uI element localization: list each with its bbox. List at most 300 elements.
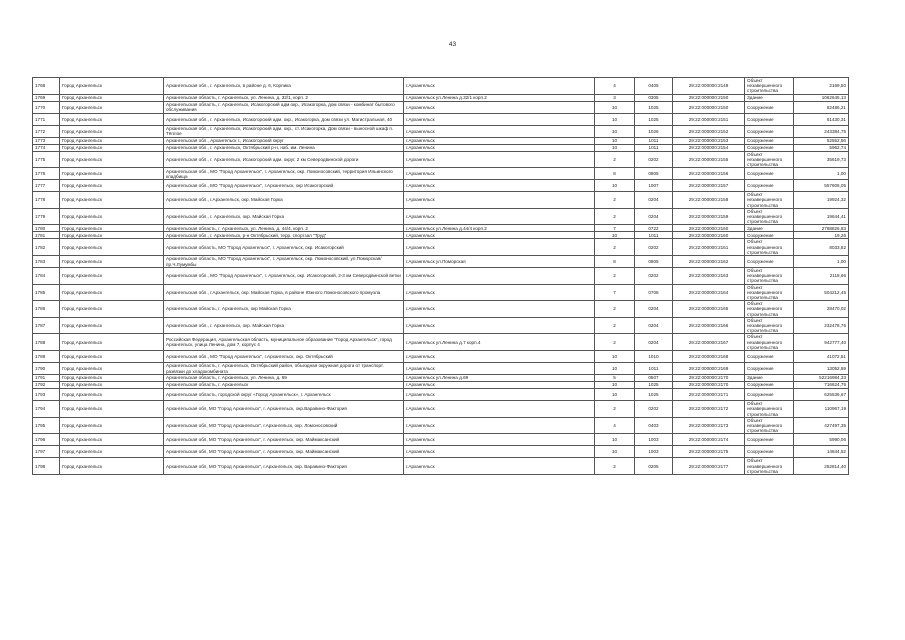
- row-number: 1796: [33, 434, 60, 446]
- municipality-cell: Город Архангельск: [60, 434, 164, 446]
- cadastral-value-cell: 52216984,33: [794, 375, 849, 382]
- object-type-cell: Объект незавершенного строительства: [745, 151, 794, 168]
- zone-code-cell: 1007: [635, 180, 673, 192]
- zone-code-cell: 0405: [635, 78, 673, 95]
- locality-cell: г.Архангельск ул.Ленина д.69: [404, 375, 595, 382]
- address-cell: Архангельская обл., г. Архангельск, Октябрьский р-н, наб. им. Ленина: [164, 144, 404, 151]
- municipality-cell: Город Архангельск: [60, 417, 164, 434]
- table-row: [33, 192, 849, 209]
- quarter-cell: 10: [595, 113, 635, 125]
- municipality-cell: Город Архангельск: [60, 94, 164, 101]
- locality-cell: г.Архангельск: [404, 168, 595, 180]
- cadastral-number-cell: 29:22:000000:2150: [673, 94, 745, 101]
- locality-cell: г.Архангельск: [404, 151, 595, 168]
- locality-cell: г.Архангельск ул.Ленина д.7 корп.4: [404, 334, 595, 351]
- table-row: [33, 78, 849, 95]
- table-row: [33, 375, 849, 382]
- zone-code-cell: 0202: [635, 239, 673, 256]
- municipality-cell: Город Архангельск: [60, 458, 164, 475]
- cadastral-value-cell: 5990,06: [794, 434, 849, 446]
- table-row: [33, 239, 849, 256]
- locality-cell: г.Архангельск ул.Поморская: [404, 256, 595, 268]
- quarter-cell: 2: [595, 301, 635, 318]
- quarter-cell: 2: [595, 151, 635, 168]
- zone-code-cell: 1011: [635, 144, 673, 151]
- table-row: [33, 113, 849, 125]
- locality-cell: г.Архангельск: [404, 317, 595, 334]
- quarter-cell: 4: [595, 417, 635, 434]
- object-type-cell: Сооружение: [745, 113, 794, 125]
- municipality-cell: Город Архангельск: [60, 168, 164, 180]
- municipality-cell: Город Архангельск: [60, 78, 164, 95]
- zone-code-cell: 0204: [635, 192, 673, 209]
- row-number: 1771: [33, 113, 60, 125]
- cadastral-number-cell: 29:22:000000:2163: [673, 268, 745, 285]
- cadastral-number-cell: 29:22:000000:2162: [673, 256, 745, 268]
- zone-code-cell: 0805: [635, 168, 673, 180]
- quarter-cell: 4: [595, 78, 635, 95]
- zone-code-cell: 1025: [635, 113, 673, 125]
- table-row: [33, 232, 849, 239]
- address-cell: Архангельская обл, МО "Город Архангельск", г. Архангельск, окр. Маймаксанский: [164, 434, 404, 446]
- zone-code-cell: 1003: [635, 446, 673, 458]
- address-cell: Архангельская область, г. Архангельск, окр Майская Горка: [164, 301, 404, 318]
- cadastral-number-cell: 29:22:000000:2167: [673, 334, 745, 351]
- quarter-cell: 10: [595, 363, 635, 375]
- object-type-cell: Объект незавершенного строительства: [745, 78, 794, 95]
- municipality-cell: Город Архангельск: [60, 363, 164, 375]
- table-row: [33, 458, 849, 475]
- row-number: 1770: [33, 101, 60, 113]
- quarter-cell: 8: [595, 256, 635, 268]
- address-cell: Архангельская обл., г. Архангельск, в районе д. 6, Корпика: [164, 78, 404, 95]
- object-type-cell: Объект незавершенного строительства: [745, 284, 794, 301]
- cadastral-number-cell: 29:22:000000:2168: [673, 351, 745, 363]
- table-row: [33, 268, 849, 285]
- cadastral-value-cell: 504212,45: [794, 284, 849, 301]
- cadastral-number-cell: 29:22:000000:2165: [673, 301, 745, 318]
- table-row: [33, 363, 849, 375]
- cadastral-value-cell: 61430,31: [794, 113, 849, 125]
- table-row: [33, 301, 849, 318]
- quarter-cell: 2: [595, 334, 635, 351]
- cadastral-number-cell: 29:22:000000:2173: [673, 417, 745, 434]
- address-cell: Архангельская обл., г.Архангельск, окр. Майская Горка: [164, 192, 404, 209]
- zone-code-cell: 1026: [635, 125, 673, 137]
- cadastral-value-cell: 35619,73: [794, 151, 849, 168]
- cadastral-value-cell: 19,26: [794, 232, 849, 239]
- table-row: [33, 317, 849, 334]
- cadastral-value-cell: 427497,35: [794, 417, 849, 434]
- row-number: 1769: [33, 94, 60, 101]
- address-cell: Архангельская обл, МО "Город Архангельск", г. Архангельск, окр.Варавино-Фактория: [164, 401, 404, 418]
- cadastral-value-cell: 2118,66: [794, 268, 849, 285]
- object-type-cell: Сооружение: [745, 434, 794, 446]
- row-number: 1773: [33, 137, 60, 144]
- municipality-cell: Город Архангельск: [60, 225, 164, 232]
- zone-code-cell: 1003: [635, 434, 673, 446]
- cadastral-number-cell: 29:22:000000:2149: [673, 78, 745, 95]
- row-number: 1789: [33, 351, 60, 363]
- locality-cell: г.Архангельск: [404, 434, 595, 446]
- quarter-cell: 2: [595, 208, 635, 225]
- object-type-cell: Сооружение: [745, 256, 794, 268]
- cadastral-number-cell: 29:22:000000:2169: [673, 363, 745, 375]
- zone-code-cell: 0708: [635, 284, 673, 301]
- quarter-cell: 2: [595, 401, 635, 418]
- object-type-cell: Сооружение: [745, 389, 794, 401]
- object-type-cell: Объект незавершенного строительства: [745, 192, 794, 209]
- object-type-cell: Сооружение: [745, 382, 794, 389]
- cadastral-number-cell: 29:22:000000:2158: [673, 192, 745, 209]
- locality-cell: г.Архангельск: [404, 389, 595, 401]
- municipality-cell: Город Архангельск: [60, 137, 164, 144]
- zone-code-cell: 0305: [635, 94, 673, 101]
- quarter-cell: 10: [595, 382, 635, 389]
- cadastral-value-cell: 942777,40: [794, 334, 849, 351]
- object-type-cell: Объект незавершенного строительства: [745, 458, 794, 475]
- zone-code-cell: 0205: [635, 458, 673, 475]
- cadastral-number-cell: 29:22:000000:2166: [673, 317, 745, 334]
- object-type-cell: Здание: [745, 375, 794, 382]
- locality-cell: г.Архангельск: [404, 446, 595, 458]
- address-cell: Архангельская область, г. Архангельск: [164, 382, 404, 389]
- cadastral-value-cell: 13052,59: [794, 363, 849, 375]
- municipality-cell: Город Архангельск: [60, 375, 164, 382]
- cadastral-value-cell: 110967,19: [794, 401, 849, 418]
- cadastral-value-cell: 243384,75: [794, 125, 849, 137]
- cadastral-number-cell: 29:22:000000:2156: [673, 168, 745, 180]
- table-row: [33, 101, 849, 113]
- address-cell: Архангельская обл, МО "Город Архангельск", г. Архангельск, окр. Маймаксанский: [164, 446, 404, 458]
- row-number: 1788: [33, 334, 60, 351]
- row-number: 1794: [33, 401, 60, 418]
- cadastral-number-cell: 29:22:000000:2154: [673, 144, 745, 151]
- locality-cell: г.Архангельск: [404, 232, 595, 239]
- row-number: 1792: [33, 382, 60, 389]
- cadastral-number-cell: 29:22:000000:2174: [673, 434, 745, 446]
- row-number: 1779: [33, 208, 60, 225]
- cadastral-value-cell: 19924,32: [794, 192, 849, 209]
- cadastral-value-cell: 14844,52: [794, 446, 849, 458]
- zone-code-cell: 0204: [635, 317, 673, 334]
- municipality-cell: Город Архангельск: [60, 351, 164, 363]
- zone-code-cell: 1011: [635, 363, 673, 375]
- address-cell: Архангельская обл., МО "Город Архангельск", г.Архангельск, окр Исакогорский: [164, 180, 404, 192]
- row-number: 1786: [33, 301, 60, 318]
- cadastral-value-cell: 1062645,13: [794, 94, 849, 101]
- row-number: 1797: [33, 446, 60, 458]
- quarter-cell: 2: [595, 268, 635, 285]
- quarter-cell: 2: [595, 192, 635, 209]
- quarter-cell: 2: [595, 239, 635, 256]
- municipality-cell: Город Архангельск: [60, 401, 164, 418]
- locality-cell: г.Архангельск: [404, 144, 595, 151]
- zone-code-cell: 0722: [635, 225, 673, 232]
- cadastral-number-cell: 29:22:000000:2170: [673, 375, 745, 382]
- object-type-cell: Объект незавершенного строительства: [745, 317, 794, 334]
- zone-code-cell: 1025: [635, 382, 673, 389]
- zone-code-cell: 0204: [635, 334, 673, 351]
- quarter-cell: 10: [595, 180, 635, 192]
- municipality-cell: Город Архангельск: [60, 151, 164, 168]
- table-row: [33, 144, 849, 151]
- address-cell: Архангельская обл., г. Архангельск, Исакогорский адм. окр., Исакогорка, дом связи ул. Магистральная, 40: [164, 113, 404, 125]
- cadastral-number-cell: 29:22:000000:2170: [673, 382, 745, 389]
- cadastral-value-cell: 8033,62: [794, 239, 849, 256]
- cadastral-number-cell: 29:22:000000:2164: [673, 284, 745, 301]
- row-number: 1790: [33, 363, 60, 375]
- cadastral-number-cell: 29:22:000000:2150: [673, 101, 745, 113]
- cadastral-value-cell: 82486,21: [794, 101, 849, 113]
- row-number: 1775: [33, 151, 60, 168]
- zone-code-cell: 1010: [635, 351, 673, 363]
- municipality-cell: Город Архангельск: [60, 256, 164, 268]
- zone-code-cell: 0403: [635, 417, 673, 434]
- cadastral-number-cell: 29:22:000000:2160: [673, 232, 745, 239]
- quarter-cell: 10: [595, 144, 635, 151]
- locality-cell: г.Архангельск: [404, 301, 595, 318]
- cadastral-number-cell: 29:22:000000:2155: [673, 151, 745, 168]
- row-number: 1777: [33, 180, 60, 192]
- row-number: 1780: [33, 225, 60, 232]
- zone-code-cell: 0202: [635, 268, 673, 285]
- row-number: 1795: [33, 417, 60, 434]
- object-type-cell: Здание: [745, 225, 794, 232]
- object-type-cell: Объект незавершенного строительства: [745, 301, 794, 318]
- object-type-cell: Сооружение: [745, 168, 794, 180]
- table-row: [33, 137, 849, 144]
- quarter-cell: 7: [595, 284, 635, 301]
- object-type-cell: Объект незавершенного строительства: [745, 417, 794, 434]
- cadastral-number-cell: 29:22:000000:2157: [673, 180, 745, 192]
- municipality-cell: Город Архангельск: [60, 113, 164, 125]
- locality-cell: г.Архангельск: [404, 382, 595, 389]
- quarter-cell: 10: [595, 125, 635, 137]
- row-number: 1784: [33, 268, 60, 285]
- locality-cell: г.Архангельск: [404, 401, 595, 418]
- object-type-cell: Объект незавершенного строительства: [745, 334, 794, 351]
- table-row: [33, 168, 849, 180]
- municipality-cell: Город Архангельск: [60, 284, 164, 301]
- zone-code-cell: 0805: [635, 256, 673, 268]
- address-cell: Архангельская область, г. Архангельск, Исакогорский адм.окр., Исакогорка, дом связи - комбинат бытового обслуживания: [164, 101, 404, 113]
- row-number: 1776: [33, 168, 60, 180]
- row-number: 1782: [33, 239, 60, 256]
- row-number: 1783: [33, 256, 60, 268]
- row-number: 1793: [33, 389, 60, 401]
- locality-cell: г.Архангельск: [404, 137, 595, 144]
- locality-cell: г.Архангельск: [404, 239, 595, 256]
- cadastral-number-cell: 29:22:000000:2153: [673, 137, 745, 144]
- municipality-cell: Город Архангельск: [60, 144, 164, 151]
- zone-code-cell: 0202: [635, 401, 673, 418]
- quarter-cell: 3: [595, 94, 635, 101]
- locality-cell: г.Архангельск: [404, 458, 595, 475]
- cadastral-number-cell: 29:22:000000:2160: [673, 225, 745, 232]
- locality-cell: г.Архангельск: [404, 113, 595, 125]
- object-type-cell: Объект незавершенного строительства: [745, 239, 794, 256]
- address-cell: Архангельская обл., г. Архангельск, р-н Октябрьский, терр. спортзал "Труд": [164, 232, 404, 239]
- quarter-cell: 10: [595, 232, 635, 239]
- address-cell: Архангельская область, г. Архангельск, ул. Ленина, д. 69: [164, 375, 404, 382]
- quarter-cell: 2: [595, 458, 635, 475]
- table-row: [33, 334, 849, 351]
- zone-code-cell: 0204: [635, 208, 673, 225]
- address-cell: Архангельская обл., Архангельск г., Исакогорский округ: [164, 137, 404, 144]
- cadastral-value-cell: 252814,40: [794, 458, 849, 475]
- table-row: [33, 94, 849, 101]
- address-cell: Архангельская обл., МО "Город Архангельск", г. Архангельск, окр. Ломоносовский, территория Ильинского кладбища: [164, 168, 404, 180]
- row-number: 1772: [33, 125, 60, 137]
- cadastral-number-cell: 29:22:000000:2161: [673, 239, 745, 256]
- table-row: [33, 351, 849, 363]
- row-number: 1785: [33, 284, 60, 301]
- object-type-cell: Сооружение: [745, 363, 794, 375]
- address-cell: Архангельская обл., г. Архангельск, окр. Майская Горка: [164, 208, 404, 225]
- cadastral-value-cell: 2788826,83: [794, 225, 849, 232]
- quarter-cell: 10: [595, 446, 635, 458]
- cadastral-value-cell: 19644,41: [794, 208, 849, 225]
- object-type-cell: Объект незавершенного строительства: [745, 401, 794, 418]
- object-type-cell: Сооружение: [745, 125, 794, 137]
- cadastral-number-cell: 29:22:000000:2152: [673, 125, 745, 137]
- row-number: 1781: [33, 232, 60, 239]
- object-type-cell: Объект незавершенного строительства: [745, 208, 794, 225]
- object-type-cell: Объект незавершенного строительства: [745, 268, 794, 285]
- table-row: [33, 389, 849, 401]
- object-type-cell: Сооружение: [745, 232, 794, 239]
- zone-code-cell: 0202: [635, 151, 673, 168]
- registry-table-body: [33, 78, 849, 475]
- table-row: [33, 208, 849, 225]
- locality-cell: г.Архангельск ул.Ленина д.32/1 корп.2: [404, 94, 595, 101]
- municipality-cell: Город Архангельск: [60, 334, 164, 351]
- object-type-cell: Сооружение: [745, 137, 794, 144]
- quarter-cell: 10: [595, 351, 635, 363]
- page-number: 43: [448, 41, 457, 48]
- address-cell: Архангельская область, г. Архангельск, ул. Ленина, д. 32/1, корп. 2: [164, 94, 404, 101]
- table-row: [33, 382, 849, 389]
- object-type-cell: Сооружение: [745, 351, 794, 363]
- table-row: [33, 125, 849, 137]
- table-row: [33, 434, 849, 446]
- quarter-cell: 8: [595, 168, 635, 180]
- locality-cell: г.Архангельск: [404, 180, 595, 192]
- locality-cell: г.Архангельск: [404, 284, 595, 301]
- table-row: [33, 401, 849, 418]
- locality-cell: г.Архангельск: [404, 78, 595, 95]
- table-row: [33, 151, 849, 168]
- locality-cell: г.Архангельск ул.Ленина д.44/4 корп.2: [404, 225, 595, 232]
- cadastral-number-cell: 29:22:000000:2151: [673, 113, 745, 125]
- object-type-cell: Сооружение: [745, 180, 794, 192]
- zone-code-cell: 1011: [635, 137, 673, 144]
- object-type-cell: Сооружение: [745, 101, 794, 113]
- locality-cell: г.Архангельск: [404, 208, 595, 225]
- address-cell: Архангельская область, г. Архангельск, ул. Ленина, д. 44/4, корп. 2: [164, 225, 404, 232]
- row-number: 1768: [33, 78, 60, 95]
- row-number: 1787: [33, 317, 60, 334]
- cadastral-value-cell: 5962,74: [794, 144, 849, 151]
- cadastral-number-cell: 29:22:000000:2177: [673, 458, 745, 475]
- address-cell: Архангельская обл., г. Архангельск, Исакогорский адм. окр., ст. Исакогорка, Дом связи - выносной шкаф п. Тёплое: [164, 125, 404, 137]
- table-row: [33, 256, 849, 268]
- municipality-cell: Город Архангельск: [60, 389, 164, 401]
- cadastral-value-cell: 2169,50: [794, 78, 849, 95]
- address-cell: Архангельская область, г. Архангельск, Октябрьский район, объездная окружная дорога от транспорт. развязки до хладокомбината: [164, 363, 404, 375]
- municipality-cell: Город Архангельск: [60, 268, 164, 285]
- locality-cell: г.Архангельск: [404, 101, 595, 113]
- address-cell: Архангельская обл., г.Архангельск, окр. Майская Горка, в районе Южного Ломоносовского промузла: [164, 284, 404, 301]
- municipality-cell: Город Архангельск: [60, 382, 164, 389]
- cadastral-value-cell: 52552,56: [794, 137, 849, 144]
- zone-code-cell: 1025: [635, 389, 673, 401]
- cadastral-value-cell: 625536,67: [794, 389, 849, 401]
- object-type-cell: Здание: [745, 94, 794, 101]
- municipality-cell: Город Архангельск: [60, 317, 164, 334]
- table-row: [33, 225, 849, 232]
- municipality-cell: Город Архангельск: [60, 208, 164, 225]
- address-cell: Архангельская обл., г. Архангельск, Исакогорский адм. округ, 2 км Северодвинской дороги: [164, 151, 404, 168]
- table-row: [33, 446, 849, 458]
- address-cell: Архангельская обл., МО "Город Архангельск", г.Архангельск, окр. Октябрьский: [164, 351, 404, 363]
- municipality-cell: Город Архангельск: [60, 192, 164, 209]
- cadastral-value-cell: 1,00: [794, 168, 849, 180]
- cadastral-value-cell: 716624,75: [794, 382, 849, 389]
- address-cell: Архангельская область, городской округ «Город Архангельск», г. Архангельск: [164, 389, 404, 401]
- zone-code-cell: 1011: [635, 232, 673, 239]
- cadastral-value-cell: 232478,76: [794, 317, 849, 334]
- quarter-cell: 7: [595, 225, 635, 232]
- cadastral-number-cell: 29:22:000000:2171: [673, 389, 745, 401]
- municipality-cell: Город Архангельск: [60, 101, 164, 113]
- municipality-cell: Город Архангельск: [60, 446, 164, 458]
- table-row: [33, 284, 849, 301]
- locality-cell: г.Архангельск: [404, 125, 595, 137]
- cadastral-value-cell: 1,00: [794, 256, 849, 268]
- quarter-cell: 10: [595, 101, 635, 113]
- municipality-cell: Город Архангельск: [60, 232, 164, 239]
- locality-cell: г.Архангельск: [404, 351, 595, 363]
- municipality-cell: Город Архангельск: [60, 125, 164, 137]
- address-cell: Архангельская область, МО "Город Архангельск", г. Архангельск, окр. Ломоносовский, ул.Поморская/пр.Ч.Лумумбы: [164, 256, 404, 268]
- locality-cell: г.Архангельск: [404, 363, 595, 375]
- quarter-cell: 10: [595, 389, 635, 401]
- object-type-cell: Сооружение: [745, 446, 794, 458]
- address-cell: Архангельская обл, МО "Город Архангельск", г.Архангельск, окр. Варавино-Фактория: [164, 458, 404, 475]
- municipality-cell: Город Архангельск: [60, 239, 164, 256]
- zone-code-cell: 1025: [635, 101, 673, 113]
- registry-table: [32, 77, 849, 475]
- cadastral-number-cell: 29:22:000000:2172: [673, 401, 745, 418]
- table-row: [33, 417, 849, 434]
- cadastral-value-cell: 557606,05: [794, 180, 849, 192]
- cadastral-value-cell: 41072,51: [794, 351, 849, 363]
- address-cell: Архангельская область, МО "Город Архангельск", г. Архангельск, окр. Исакогорский: [164, 239, 404, 256]
- cadastral-value-cell: 28470,02: [794, 301, 849, 318]
- cadastral-number-cell: 29:22:000000:2159: [673, 208, 745, 225]
- locality-cell: г.Архангельск: [404, 268, 595, 285]
- quarter-cell: 2: [595, 317, 635, 334]
- address-cell: Архангельская обл, МО "Город Архангельск", г.Архангельск, окр. Ломоносовский: [164, 417, 404, 434]
- row-number: 1778: [33, 192, 60, 209]
- municipality-cell: Город Архангельск: [60, 180, 164, 192]
- quarter-cell: 10: [595, 137, 635, 144]
- municipality-cell: Город Архангельск: [60, 301, 164, 318]
- quarter-cell: 10: [595, 434, 635, 446]
- quarter-cell: 5: [595, 375, 635, 382]
